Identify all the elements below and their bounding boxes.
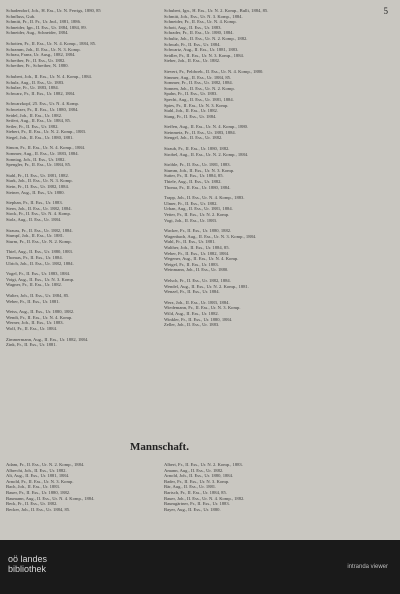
roster-entry: Baumgärtner, Fr., II. Ess., Ur. 1883. <box>164 501 230 507</box>
roster-entry: Stern, Joh., II. Ess., Ur. 1882, 1884. <box>6 205 72 211</box>
roster-entry: Stang, Fr., II. Ess., Ur. 1884. <box>164 113 217 119</box>
roster-entry: Wagner, Fr., II. Ess., Ur. 1882. <box>6 282 62 288</box>
roster-entry: Sommer, Aug., II. Ess., Ur. 1883, 1884. <box>6 151 79 157</box>
roster-entry: Schotten, Fr., II. Ess., Ur. N. 4. Komp., 1884, 85. <box>6 40 97 46</box>
roster-entry: Vogt, Joh., II. Ess., Ur. 1883. <box>164 217 218 223</box>
roster-entry: Wagenbach, Aug., II. Ess., Ur. N. 3. Komp., 1884. <box>164 233 257 239</box>
viewer-footer <box>0 540 400 594</box>
roster-entry: Thomas, Fr., II. Ess., Ur. 1884. <box>6 254 63 260</box>
roster-entry: Seifert, Aug., II. Ess., Ur. 1884, 85. <box>6 118 71 124</box>
roster-entry: Siebert, Fr., II. Ess., Ur. N. 2. Komp., 1883. <box>6 129 87 135</box>
roster-entry: Schott, Aug., II. Ess., Ur. 1883. <box>164 24 222 30</box>
roster-entry: Seidel, Joh., II. Ess., Ur. 1882. <box>6 112 63 118</box>
roster-entry: Stephan, Fr., II. Ess., Ur. 1883. <box>6 200 63 206</box>
roster-entry: Werz, Joh., II. Ess., Ur. 1883, 1884. <box>164 299 230 305</box>
logo-line-2: bibliothek <box>8 564 47 574</box>
roster-entry: Sieber, Joh., II. Ess., Ur. 1882. <box>164 58 221 64</box>
roster-entry: Zink, Fr., II. Ess., Ur. 1881. <box>6 342 57 348</box>
roster-entry: Steffen, Aug., II. Ess., Ur. N. 4. Komp., 1880. <box>164 124 249 130</box>
roster-entry: Stengel, Joh., II. Ess., Ur. 1882. <box>164 135 223 141</box>
roster-entry: Schneider, Ign., II. Ess., Ur. 1884, 1884, 89. <box>6 24 87 30</box>
roster-entry: Schwarzkopf, 25. Ess., Ur. N. 4. Komp. <box>6 101 79 107</box>
roster-entry: Stumpf, Joh., II. Ess., Ur. 1881. <box>6 233 65 239</box>
roster-entry: Weber, Fr., II. Ess., Ur. 1882, 1884. <box>164 250 230 256</box>
roster-entry: Strobel, Aug., II. Ess., Ur. N. 2. Komp., 1884. <box>164 151 249 157</box>
roster-entry: Spahn, Fr., II. Ess., Ur. 1883. <box>164 91 218 97</box>
roster-entry: Stahl, Joh., II. Ess., Ur. 1882. <box>164 108 218 114</box>
roster-entry: Schneider, Fr., II. Ess., Ur. N. 4. Komp. <box>164 19 237 25</box>
roster-entry: Schmitt, Fr., II. Fr., Ur. Jnd., 1881, 1886. <box>6 19 82 25</box>
roster-entry: Schwartz, Aug., II. Ess., Ur. 1881, 1883. <box>164 47 239 53</box>
roster-entry: Urban, Aug., II. Ess., Ur. 1881, 1884. <box>164 206 233 212</box>
roster-entry: Weigel, Fr., II. Ess., Ur. 1883. <box>164 261 219 267</box>
library-logo[interactable] <box>8 554 47 574</box>
roster-entry: Amann, Aug., II. Ess., Ur. 1882. <box>164 467 224 473</box>
roster-entry: Seidler, Fr., II. Ess., Ur. N. 3. Komp., 1884. <box>164 52 244 58</box>
roster-entry: Schadendorf, Joh., H. Ess., Ur. N. Ferrigs, 1880, 85 <box>6 8 101 13</box>
roster-entry: Baumann, Aug., II. Ess., Ur. N. 4. Komp., 1884. <box>6 495 95 501</box>
roster-entry: Schulze, Fr., Ur. 1883, 1884. <box>6 85 59 91</box>
logo-line-1: oö landes <box>8 554 48 564</box>
roster-entry: Straub, Fr., II. Ess., Ur. 1880, 1882. <box>164 146 230 152</box>
section-heading: Mannschaft. <box>130 441 189 453</box>
roster-entry: Schulz, Aug., II. Ess., Ur. 1883. <box>6 79 65 85</box>
roster-entry: Welsch, Fr., II. Ess., Ur. 1882, 1884. <box>164 277 231 283</box>
roster-entry: Spies, Fr., II. Ess., Ur. N. 3. Komp. <box>164 102 229 108</box>
roster-entry: Weinmann, Joh., II. Ess., Ur. 1880. <box>164 267 229 273</box>
roster-entry: Wacker, Fr., II. Ess., Ur. 1880, 1882. <box>164 228 232 234</box>
roster-entry: Wahl, Fr., II. Ess., Ur. 1881. <box>164 239 216 245</box>
roster-entry: Adam, Fr., II. Ess., Ur. N. 2. Komp., 1884. <box>6 462 85 467</box>
roster-entry: Steinmetz, Fr., II. Ess., Ur. 1883, 1884. <box>164 129 236 135</box>
roster-entry: Stolz, Aug., II. Ess., Ur. 1884. <box>6 217 62 222</box>
roster-entry: Schmitt, Joh., Ess., Ur. N. 3. Komp., 1884. <box>164 13 243 19</box>
roster-entry: Stock, Fr., II. Ess., Ur. N. 4. Komp. <box>6 211 71 217</box>
roster-entry: Schrader, Fr., II. Ess., Ur. 1880, 1884. <box>164 30 234 36</box>
right-column <box>164 8 386 328</box>
page-number: 5 <box>383 6 388 16</box>
roster-entry: Spengler, Fr., II. Ess., Ur. 1884, 85. <box>6 162 72 168</box>
roster-entry: Bär, Aug., II. Ess., Ur. 1881. <box>164 484 217 490</box>
roster-entry: Steiner, Aug., II. Ess., Ur. 1880. <box>6 189 65 195</box>
roster-entry: Schultz, Joh., II. Ess., Ur. N. 2. Komp., 1882. <box>164 35 248 41</box>
roster-entry: Sommer, Fr., II. Ess., Ur. 1882, 1884. <box>164 80 233 86</box>
roster-entry: Schreiber, Fr., II. Ess., Ur. 1882. <box>6 57 66 63</box>
roster-entry: Albert, Fr., II. Ess., Ur. N. 2. Komp., 1883. <box>164 462 243 467</box>
roster-entry: Wiedemann, Fr., II. Ess., Ur. N. 3. Komp. <box>164 305 241 311</box>
roster-entry: Simon, Fr., II. Ess., Ur. N. 4. Komp., 1884. <box>6 145 86 151</box>
lower-left-column <box>6 462 152 512</box>
left-column <box>6 8 152 348</box>
roster-entry: Ulrich, Joh., II. Ess., Ur. 1882, 1884. <box>6 260 74 266</box>
roster-entry: Wolf, Fr., II. Ess., Ur. 1884. <box>6 325 58 331</box>
roster-entry: Alt, Aug., II. Ess., Ur. 1881, 1884. <box>6 473 70 479</box>
roster-entry: Strauss, Fr., II. Ess., Ur. 1882, 1884. <box>6 227 73 233</box>
roster-entry: Bayer, Aug., II. Ess., Ur. 1880. <box>164 506 221 512</box>
roster-entry: Seiler, Fr., II. Ess., Ur. 1882. <box>6 123 59 129</box>
roster-entry: Stahl, Fr., II. Ess., Ur. 1881, 1882. <box>6 172 69 178</box>
roster-entry: Schreiber, Fr., Schreiber, N. 1880. <box>6 63 69 69</box>
roster-entry: Arnold, Fr., II. Ess., Ur. N. 3. Komp. <box>6 478 74 484</box>
roster-entry: Becker, Joh., II. Ess., Ur. 1884, 85. <box>6 506 71 512</box>
roster-entry: Schubert, Ign., H. Ess., Ur. N. 2. Komp., Bulli, 1884, 85. <box>164 8 269 13</box>
roster-entry: Schneider, Aug., Schneider, 1884. <box>6 30 69 36</box>
roster-entry: Schweizer, Fr., II. Ess., Ur. 1880, 1884. <box>6 106 79 112</box>
roster-entry: Stumm, Joh., II. Ess., Ur. N. 3. Komp. <box>164 167 235 173</box>
roster-entry: Sturm, Fr., II. Ess., Ur. N. 2. Komp. <box>6 238 72 244</box>
roster-entry: Bartsch, Fr., II. Ess., Ur. 1884, 85. <box>164 489 227 495</box>
roster-entry: Schrau, Franz, Ur. Ausg., 1882, 1884. <box>6 52 76 58</box>
roster-entry: Stark, Joh., II. Ess., Ur. N. 3. Komp. <box>6 178 73 184</box>
roster-entry: Sutter, Fr., II. Ess., Ur. 1884, 85. <box>164 173 224 179</box>
roster-entry: Zeller, Joh., II. Ess., Ur. 1883. <box>164 322 220 328</box>
roster-entry: Wild, Aug., II. Ess., Ur. 1882. <box>164 310 219 316</box>
roster-entry: Bauer, Fr., II. Ess., Ur. 1880, 1882. <box>6 489 71 495</box>
roster-entry: Bader, Fr., II. Ess., Ur. N. 3. Komp. <box>164 478 230 484</box>
roster-entry: Simmer, Aug., II. Ess., Ur. 1884, 85. <box>164 74 232 80</box>
roster-entry: Weber, Fr., II. Ess., Ur. 1881. <box>6 298 60 304</box>
roster-entry: Wegener, Aug., II. Ess., Ur. N. 4. Komp. <box>164 256 239 262</box>
roster-entry: Specht, Aug., II. Ess., Ur. 1881, 1884. <box>164 96 234 102</box>
roster-entry: Vogel, Fr., II. Ess., Ur. 1883, 1884. <box>6 271 71 277</box>
roster-entry: Werner, Joh., II. Ess., Ur. 1883. <box>6 320 64 326</box>
roster-entry: Winkler, Fr., II. Ess., Ur. 1880, 1884. <box>164 316 233 322</box>
roster-entry: Vetter, Fr., II. Ess., Ur. N. 2. Komp. <box>164 212 230 217</box>
roster-entry: Schramm, Joh., II. Ess., Ur. N. 3. Komp. <box>6 46 81 52</box>
roster-entry: Bach, Joh., II. Ess., Ur. 1883. <box>6 484 60 490</box>
roster-entry: Zimmermann, Aug., II. Ess., Ur. 1882, 1884. <box>6 336 89 342</box>
roster-entry: Weiss, Aug., II. Ess., Ur. 1880, 1882. <box>6 309 75 315</box>
roster-entry: Thoma, Fr., II. Ess., Ur. 1880, 1884. <box>164 184 231 190</box>
roster-entry: Trapp, Joh., II. Ess., Ur. N. 4. Komp., 1883. <box>164 195 245 201</box>
roster-entry: Thiele, Aug., II. Ess., Ur. 1882. <box>164 179 222 185</box>
roster-entry: Siegel, Joh., II. Ess., Ur. 1880, 1881. <box>6 134 74 140</box>
roster-entry: Beck, Fr., II. Ess., Ur. 1882. <box>6 501 58 507</box>
lower-right-column <box>164 462 386 512</box>
roster-entry: Wenzel, Fr., II. Ess., Ur. 1884. <box>164 289 220 295</box>
viewer-label: intranda viewer <box>347 564 388 570</box>
roster-entry: Walter, Joh., II. Ess., Ur. 1884, 85. <box>6 292 70 298</box>
roster-entry: Walther, Joh., II. Ess., Ur. 1884, 85. <box>164 244 230 250</box>
roster-entry: Schwab, Fr., II. Ess., Ur. 1884. <box>164 41 221 47</box>
roster-entry: Thiel, Aug., II. Ess., Ur. 1880, 1883. <box>6 249 73 255</box>
roster-entry: Sievert, Fr., Feldweb., II. Ess., Ur. N. 4. Komp., 1880. <box>164 68 264 74</box>
roster-entry: Voigt, Aug., II. Ess., Ur. N. 3. Komp. <box>6 276 75 282</box>
roster-entry: Ströhle, Fr., II. Ess., Ur. 1881, 1883. <box>164 162 231 168</box>
roster-entry: Schubert, Joh., II. Ess., Ur. N. 4. Komp., 1884. <box>6 73 93 79</box>
roster-entry: Albrecht, Joh., II. Ess., Ur. 1882. <box>6 467 67 473</box>
roster-entry: Ulmer, Fr., II. Ess., Ur. 1882. <box>164 200 218 206</box>
roster-entry: Schwarz, Fr., II. Ess., Ur. 1882, 1884. <box>6 90 76 96</box>
roster-entry: Bauer, Joh., II. Ess., Ur. N. 4. Komp., 1882. <box>164 495 245 501</box>
roster-entry: Stein, Fr., II. Ess., Ur. 1882, 1884. <box>6 184 69 190</box>
roster-entry: Wendel, Aug., II. Ess., Ur. N. 2. Komp., 1881. <box>164 283 249 289</box>
roster-entry: Sonnen, Joh., II. Ess., Ur. N. 2. Komp. <box>164 85 235 91</box>
roster-entry: Wendt, Fr., II. Ess., Ur. N. 4. Komp. <box>6 314 73 320</box>
roster-entry: Arnold, Joh., II. Ess., Ur. 1880, 1884. <box>164 473 234 479</box>
roster-entry: Sonntag, Joh., II. Ess., Ur. 1882. <box>6 156 66 162</box>
roster-entry: Schnfluss, Gub. <box>6 13 36 19</box>
